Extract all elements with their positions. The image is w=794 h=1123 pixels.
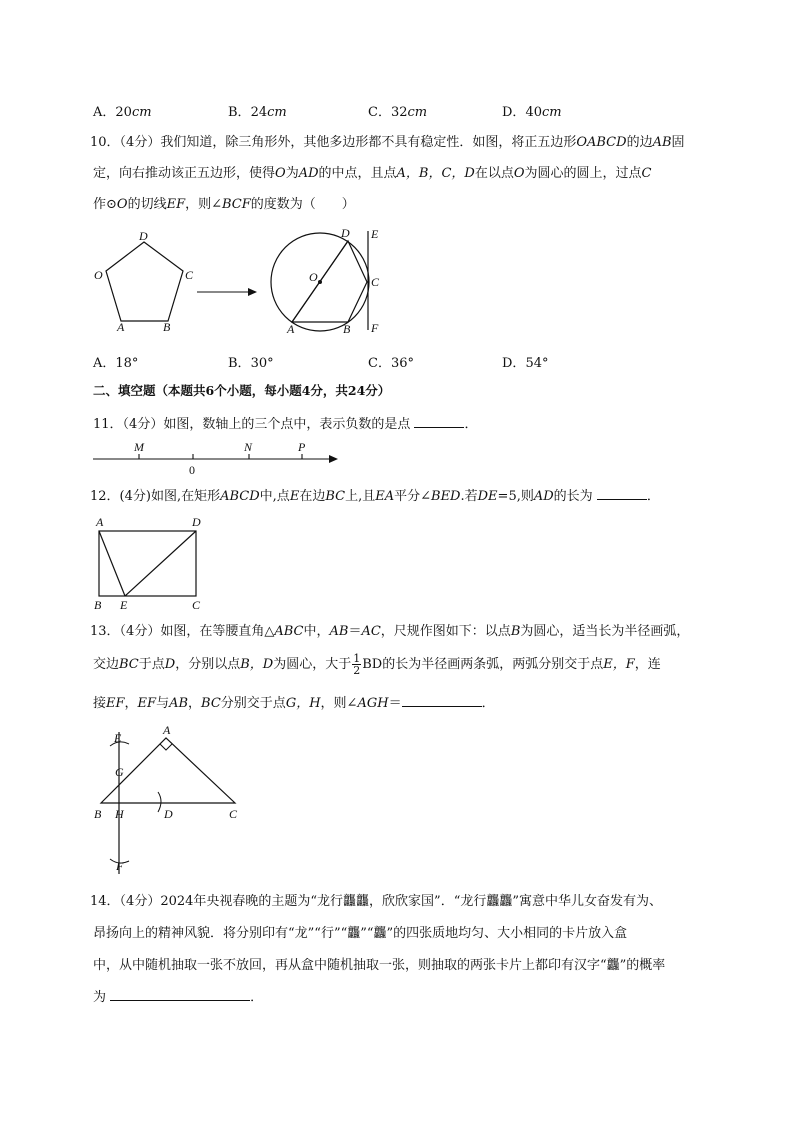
q10-option-d: D．54°	[502, 356, 549, 371]
q13-line-1: 13．（4分）如图，在等腰直角△ABC中，AB＝AC，尺规作图如下：以点B为圆心，适当长为半径画弧，	[90, 624, 690, 639]
q9-option-d: D．40cm	[502, 105, 562, 120]
segment-ea	[99, 531, 125, 596]
tri-label-b: B	[94, 807, 102, 821]
pentagon-label-a: A	[117, 320, 125, 334]
q10-option-b: B．30°	[228, 356, 274, 371]
rect-label-b: B	[94, 598, 102, 612]
tri-label-f: F	[116, 859, 124, 873]
q14-line-2: 昂扬向上的精神风貌．将分别印有“龙”“行”“龘”“龘”的四张质地均匀、大小相同的卡片放入盒	[93, 926, 628, 941]
q14-line-4: 为 ．	[93, 986, 263, 1008]
center-point	[318, 280, 322, 284]
pentagon-label-o: O	[94, 268, 103, 282]
tri-label-c: C	[229, 807, 238, 821]
label-zero: 0	[189, 463, 195, 477]
tri-label-h: H	[115, 807, 124, 821]
q11-answer-blank[interactable]	[414, 413, 464, 428]
circle-label-b: B	[343, 322, 351, 336]
arc-d	[158, 792, 161, 812]
q10-line-2: 定，向右推动该正五边形，使得O为AD的中点，且点A，B，C，D在以点O为圆心的圆上，过点C	[93, 166, 652, 181]
q14-answer-blank[interactable]	[110, 986, 250, 1001]
pushed-pentagon	[292, 241, 367, 322]
fraction-half: $\frac{1}{2}$	[353, 652, 361, 677]
tri-label-g: G	[115, 765, 124, 779]
circle-label-a: A	[287, 322, 295, 336]
q10-option-a: A．18°	[93, 356, 139, 371]
q12-figure	[88, 512, 218, 614]
pentagon-label-b: B	[163, 320, 171, 334]
q13-answer-blank[interactable]	[402, 692, 482, 707]
section-heading: 二、填空题（本题共6个小题，每小题4分，共24分）	[93, 383, 391, 398]
circle-label-c: C	[371, 275, 380, 289]
circle-label-o: O	[309, 270, 318, 284]
q11-number-line	[88, 438, 348, 478]
arrow-head	[248, 288, 257, 296]
pentagon-label-d: D	[139, 229, 148, 243]
label-p: P	[298, 440, 306, 454]
label-m: M	[134, 440, 144, 454]
q9-option-c: C．32cm	[368, 105, 428, 120]
tri-label-e: E	[114, 731, 122, 745]
axis-arrow	[329, 455, 338, 463]
pentagon-shape	[106, 242, 183, 321]
circle-label-f: F	[371, 321, 379, 335]
q9-option-a: A．20cm	[93, 105, 152, 120]
rect-label-c: C	[192, 598, 201, 612]
circle-label-e: E	[371, 227, 379, 241]
q10-figure	[85, 225, 395, 340]
label-n: N	[244, 440, 253, 454]
q14-line-1: 14．（4分）2024年央视春晚的主题为“龙行龘龘，欣欣家国”．“龙行龘龘”寓意中华儿女奋发有为、	[90, 894, 662, 909]
pentagon-label-c: C	[185, 268, 194, 282]
q12-text: 12．(4分)如图,在矩形ABCD中,点E在边BC上,且EA平分∠BED.若DE=5,则AD的长为 ．	[90, 485, 660, 507]
circle-label-d: D	[341, 226, 350, 240]
q13-line-3: 接EF，EF与AB，BC分别交于点G，H，则∠AGH＝ ．	[93, 692, 495, 714]
q10-line-1: 10．（4分）我们知道，除三角形外，其他多边形都不具有稳定性．如图，将正五边形OABCD的边AB固	[90, 135, 685, 150]
rect-label-a: A	[96, 515, 104, 529]
q10-option-c: C．36°	[368, 356, 414, 371]
rectangle-abcd	[99, 531, 196, 596]
q13-line-2: 交边BC于点D，分别以点B，D为圆心，大于 $\frac{1}{2}$ BD的长为半径画两条弧，两弧分别交于点E，F，连	[93, 652, 661, 677]
q13-figure	[88, 722, 248, 880]
right-angle-mark	[160, 744, 172, 750]
q14-line-3: 中，从中随机抽取一张不放回，再从盒中随机抽取一张，则抽取的两张卡片上都印有汉字“龘”的概率	[93, 958, 666, 973]
rect-label-e: E	[120, 598, 128, 612]
q10-line-3: 作⊙O的切线EF，则∠BCF的度数为（ ）	[93, 197, 355, 212]
tri-label-a: A	[163, 723, 171, 737]
q9-option-b: B．24cm	[228, 105, 287, 120]
q12-answer-blank[interactable]	[597, 485, 647, 500]
tri-label-d: D	[164, 807, 173, 821]
q11-text: 11．（4分）如图，数轴上的三个点中，表示负数的是点 ．	[93, 413, 478, 435]
segment-ed	[125, 531, 196, 596]
rect-label-d: D	[192, 515, 201, 529]
